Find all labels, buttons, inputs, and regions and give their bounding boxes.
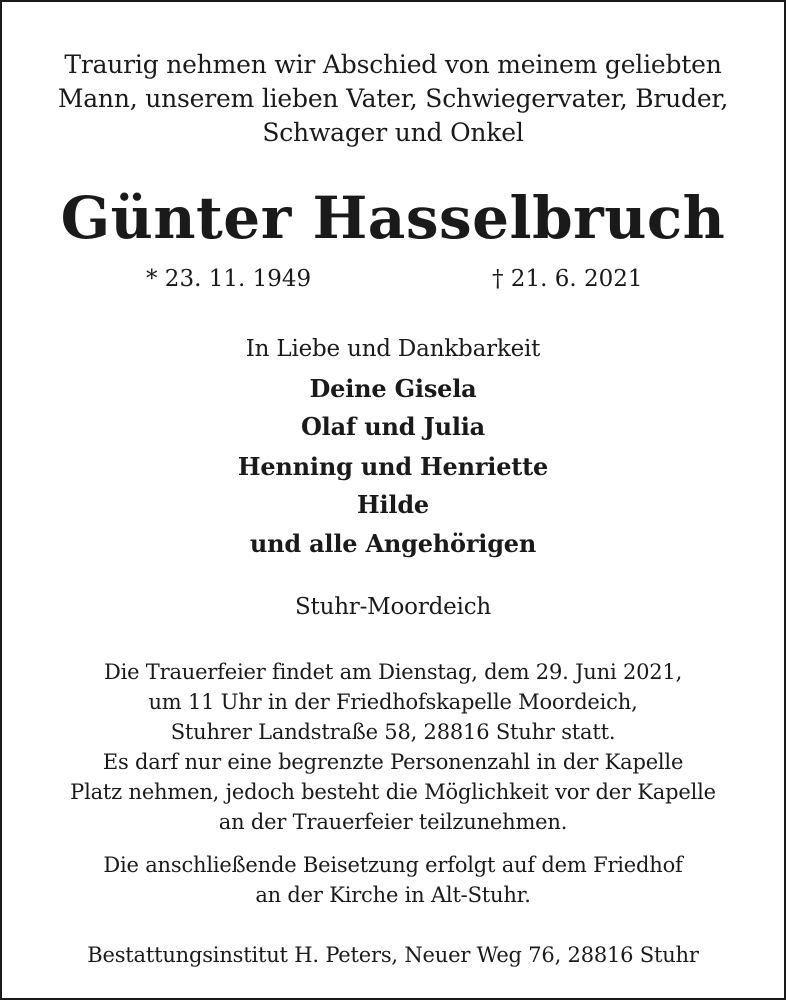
place: Stuhr-Moordeich [294,594,491,620]
ceremony-line-1: Die Trauerfeier findet am Dienstag, dem 29. Juni 2021, [103,660,683,684]
intro-line-1: Traurig nehmen wir Abschied von meinem geliebten [64,50,722,79]
mourner-1: Deine Gisela [309,374,477,403]
mourner-4: Hilde [357,490,429,519]
ceremony-line-4: Es darf nur eine begrenzte Personenzahl in der Kapelle [102,750,684,774]
ceremony-line-6: an der Trauerfeier teilzunehmen. [218,810,568,834]
ceremony-line-5: Platz nehmen, jedoch besteht die Möglichkeit vor der Kapelle [70,780,716,804]
burial-line-2: an der Kirche in Alt-Stuhr. [255,883,531,907]
mourner-5: und alle Angehörigen [249,529,537,558]
intro-line-2: Mann, unserem lieben Vater, Schwiegervater, Bruder, [57,84,729,113]
mourner-2: Olaf und Julia [300,412,486,441]
birth-date: * 23. 11. 1949 [146,266,312,292]
ceremony-line-2: um 11 Uhr in der Friedhofskapelle Moordeich, [148,690,638,714]
mourners-intro: In Liebe und Dankbarkeit [245,336,541,362]
death-date: † 21. 6. 2021 [492,266,643,292]
ceremony-line-3: Stuhrer Landstraße 58, 28816 Stuhr statt. [170,720,616,744]
undertaker: Bestattungsinstitut H. Peters, Neuer Weg 76, 28816 Stuhr [87,943,699,967]
mourner-3: Henning und Henriette [237,452,549,481]
burial-line-1: Die anschließende Beisetzung erfolgt auf dem Friedhof [103,853,683,877]
intro-line-3: Schwager und Onkel [262,118,524,147]
deceased-name: Günter Hasselbruch [60,184,726,252]
